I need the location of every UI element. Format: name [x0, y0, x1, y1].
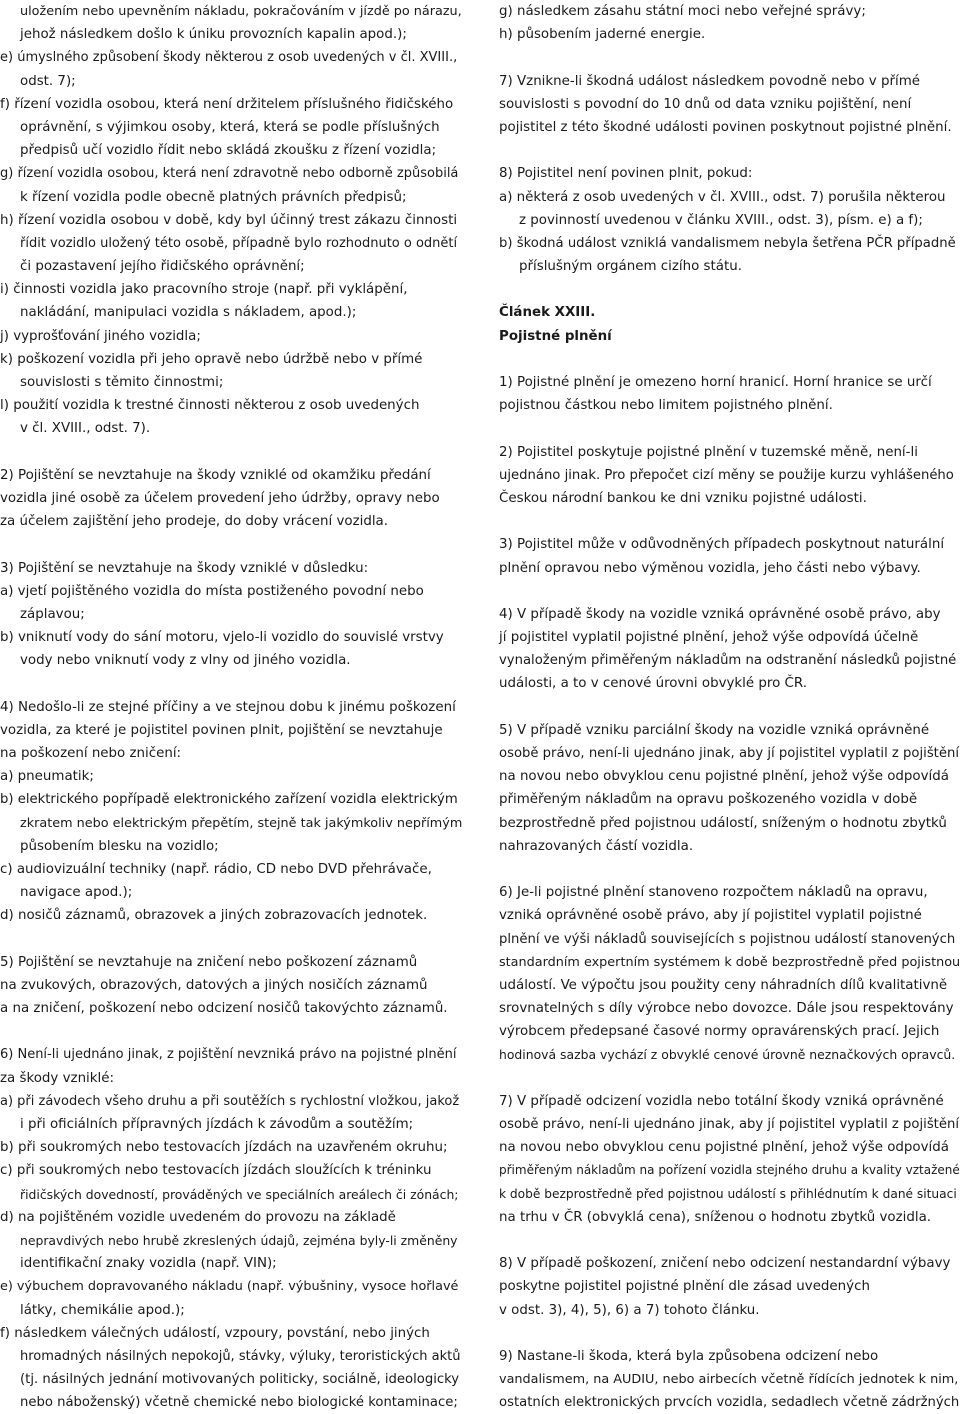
text-line: b) vniknutí vody do sání motoru, vjelo-li vozidlo do souvislé vrstvy	[0, 630, 444, 646]
text-line: 3) Pojistitel může v odůvodněných případech poskytnout naturální	[499, 537, 945, 553]
text-line: na trhu v ČR (obvyklá cena), sníženou o hodnotu zbytků vozidla.	[499, 1209, 932, 1225]
text-line: 6) Je-li pojistné plnění stanoveno rozpočtem nákladů na opravu,	[499, 885, 928, 901]
text-line: plnění ve výši nákladů souvisejících s pojistnou událostí stanovených	[499, 931, 956, 947]
text-line: k řízení vozidla podle obecně platných právních předpisů;	[20, 189, 407, 205]
text-line: přiměřeným nákladům na opravu poškozeného vozidla v době	[499, 792, 918, 808]
text-line: c) při soukromých nebo testovacích jízdách sloužících k tréninku	[0, 1163, 432, 1179]
text-line: i) činnosti vozidla jako pracovního stroje (např. při vyklápění,	[0, 282, 408, 298]
text-line: vozidla, za které je pojistitel povinen plnit, pojištění se nevztahuje	[0, 722, 443, 738]
text-line: oprávnění, s výjimkou osoby, která, která se podle příslušných	[20, 119, 440, 135]
text-line: 7) Vznikne-li škodná událost následkem povodně nebo v přímé	[499, 73, 920, 89]
paragraph-spacer	[0, 441, 462, 464]
text-line: g) řízení vozidla osobou, která není zdravotně nebo odborně způsobilá	[0, 166, 459, 182]
article-heading: Článek XXIII.	[499, 305, 596, 321]
text-line: 6) Není-li ujednáno jinak, z pojištění nevzniká právo na pojistné plnění	[0, 1047, 457, 1063]
text-line: standardním expertním systémem k době bezprostředně před pojistnou	[499, 954, 960, 970]
text-line: k) poškození vozidla při jeho opravě nebo údržbě nebo v přímé	[0, 351, 423, 367]
text-line: pojistitel z této škodné události povinen poskytnout pojistné plnění.	[499, 119, 952, 135]
paragraph-spacer	[0, 1020, 462, 1043]
text-line: a) při závodech všeho druhu a při soutěžích s rychlostní vložkou, jakož	[0, 1093, 460, 1109]
text-line: osobě právo, není-li ujednáno jinak, aby jí pojistitel vyplatil z pojištění	[499, 1117, 959, 1132]
text-line: řidičských dovedností, prováděných ve speciálních areálech či zónách;	[20, 1186, 459, 1202]
text-line: hromadných násilných nepokojů, stávky, výluky, teroristických aktů	[20, 1348, 461, 1364]
text-line: a) vjetí pojištěného vozidla do místa postiženého povodní nebo	[0, 583, 424, 599]
text-line: 5) V případě vzniku parciální škody na vozidle vzniká oprávněné	[499, 722, 930, 738]
text-line: záplavou;	[20, 606, 85, 622]
text-line: nepravdivých nebo hrubě zkreslených údajů, zejména byly-li změněny	[20, 1232, 458, 1248]
text-line: na novou nebo obvyklou cenu pojistné plnění, jehož výše odpovídá	[499, 1140, 949, 1156]
text-line: za škody vzniklé:	[0, 1070, 115, 1086]
text-line: vandalismem, na AUDIU, nebo airbecích včetně řídících jednotek k nim,	[499, 1372, 959, 1388]
text-line: působením blesku na vozidlo;	[20, 838, 219, 854]
paragraph-spacer	[499, 1067, 960, 1090]
text-line: vynaloženým přiměřeným nákladům na odstranění následků pojistné	[499, 653, 957, 669]
text-line: předpisů učí vozidlo řídit nebo skládá zkoušku z řízení vozidla;	[20, 143, 437, 159]
text-line: jehož následkem došlo k úniku provozních kapalin apod.);	[20, 27, 407, 43]
text-line: na zvukových, obrazových, datových a jiných nosičích záznamů	[0, 977, 428, 993]
paragraph-spacer	[499, 1229, 960, 1252]
text-line: l) použití vozidla k trestné činnosti některou z osob uvedených	[0, 398, 420, 414]
text-line: plnění opravou nebo výměnou vozidla, jeho části nebo výbavy.	[499, 560, 921, 576]
text-line: jí pojistitel vyplatil pojistné plnění, jehož výše odpovídá účelně	[499, 630, 919, 646]
text-line: vody nebo vniknutí vody z vlny od jiného vozidla.	[20, 653, 351, 669]
text-line: na novou nebo obvyklou cenu pojistné plnění, jehož výše odpovídá	[499, 769, 949, 785]
paragraph-spacer	[499, 417, 960, 440]
text-line: Českou národní bankou ke dni vzniku pojistné události.	[499, 490, 867, 506]
text-line: pojistnou částkou nebo limitem pojistného plnění.	[499, 398, 833, 414]
text-line: f) řízení vozidla osobou, která není držitelem příslušného řidičského	[0, 96, 454, 112]
text-line: a) některá z osob uvedených v čl. XVIII., odst. 7) porušila některou	[499, 189, 946, 205]
text-line: 8) V případě poškození, zničení nebo odcizení nestandardní výbavy	[499, 1256, 951, 1272]
text-line: i při oficiálních přípravných jízdách k závodům a soutěžím;	[20, 1117, 414, 1132]
text-line: navigace apod.);	[20, 885, 133, 901]
text-line: souvislosti s těmito činnostmi;	[20, 375, 224, 390]
paragraph-spacer	[499, 510, 960, 533]
text-line: 4) V případě škody na vozidle vzniká oprávněné osobě právo, aby	[499, 606, 941, 622]
paragraph-spacer	[0, 928, 462, 951]
text-line: 2) Pojištění se nevztahuje na škody vzniklé od okamžiku předání	[0, 467, 431, 483]
paragraph-spacer	[499, 46, 960, 69]
text-line: zkratem nebo elektrickým přepětím, stejně tak jakýmkoliv nepřímým	[20, 815, 463, 831]
right-column	[499, 0, 960, 1414]
text-line: událostí. Ve výpočtu jsou použity ceny náhradních dílů kvalitativně	[499, 977, 948, 993]
text-line: b) elektrického popřípadě elektronického zařízení vozidla elektrickým	[0, 792, 458, 808]
text-line: (tj. násilných jednání motivovaných politicky, sociálně, ideologicky	[20, 1372, 460, 1388]
text-line: g) následkem zásahu státní moci nebo veřejné správy;	[499, 4, 866, 19]
text-line: b) škodná událost vzniklá vandalismem nebyla šetřena PČR případně	[499, 235, 956, 251]
text-line: e) úmyslného způsobení škody některou z osob uvedených v čl. XVIII.,	[0, 50, 458, 66]
text-line: látky, chemikálie apod.);	[20, 1302, 185, 1318]
text-line: identifikační znaky vozidla (např. VIN);	[20, 1256, 277, 1272]
text-line: přiměřeným nákladům na pořízení vozidla stejného druhu a kvality vztažené	[499, 1163, 960, 1178]
text-line: srovnatelných s díly výrobce nebo dovozce. Dále jsou respektovány	[499, 1001, 954, 1017]
text-line: nakládání, manipulaci vozidla s nákladem, apod.);	[20, 305, 357, 321]
text-line: nahrazovaných částí vozidla.	[499, 838, 694, 854]
paragraph-spacer	[499, 1322, 960, 1345]
text-line: 9) Nastane-li škoda, která byla způsobena odcizení nebo	[499, 1348, 879, 1364]
text-line: a) pneumatik;	[0, 769, 94, 785]
text-line: na poškození nebo zničení:	[0, 746, 182, 761]
text-line: hodinová sazba vychází z obvyklé cenové úrovně neznačkových opravců.	[499, 1047, 956, 1063]
text-line: události, a to v cenové úrovni obvyklé pro ČR.	[499, 676, 807, 692]
text-line: h) působením jaderné energie.	[499, 27, 706, 43]
text-line: h) řízení vozidla osobou v době, kdy byl účinný trest zákazu činnosti	[0, 212, 458, 228]
text-line: osobě právo, není-li ujednáno jinak, aby jí pojistitel vyplatil z pojištění	[499, 746, 959, 761]
text-line: d) nosičů záznamů, obrazovek a jiných zobrazovacích jednotek.	[0, 908, 428, 924]
text-line: 1) Pojistné plnění je omezeno horní hranicí. Horní hranice se určí	[499, 375, 932, 390]
paragraph-spacer	[499, 348, 960, 371]
text-line: 3) Pojištění se nevztahuje na škody vzniklé v důsledku:	[0, 560, 369, 576]
text-line: uložením nebo upevněním nákladu, pokračováním v jízdě po nárazu,	[20, 4, 462, 19]
text-line: výrobcem předepsané časové normy opravárenských prací. Jejich	[499, 1024, 940, 1040]
text-line: v čl. XVIII., odst. 7).	[20, 421, 151, 437]
text-line: k době bezprostředně před pojistnou událostí s přihlédnutím k dané situaci	[499, 1186, 957, 1201]
text-line: 2) Pojistitel poskytuje pojistné plnění v tuzemské měně, není-li	[499, 444, 918, 460]
text-line: příslušným orgánem cizího státu.	[519, 259, 742, 275]
text-line: odst. 7);	[20, 73, 76, 89]
article-heading: Pojistné plnění	[499, 328, 612, 344]
text-line: vzniká oprávněné osobě právo, aby jí pojistitel vyplatil pojistné	[499, 908, 922, 924]
text-line: v odst. 3), 4), 5), 6) a 7) tohoto článku.	[499, 1302, 760, 1318]
text-line: 7) V případě odcizení vozidla nebo totální škody vzniká oprávněné	[499, 1093, 944, 1109]
text-line: 4) Nedošlo-li ze stejné příčiny a ve stejnou dobu k jinému poškození	[0, 699, 456, 715]
paragraph-spacer	[499, 696, 960, 719]
text-line: nebo náboženský) včetně chemické nebo biologické kontaminace;	[20, 1395, 458, 1411]
text-line: 8) Pojistitel není povinen plnit, pokud:	[499, 166, 753, 182]
text-line: za účelem zajištění jeho prodeje, do doby vrácení vozidla.	[0, 514, 389, 530]
text-line: řídit vozidlo uložený této osobě, případně bylo rozhodnuto o odnětí	[20, 235, 458, 251]
text-line: vozidla jiné osobě za účelem provedení jeho údržby, opravy nebo	[0, 490, 440, 506]
text-line: či pozastavení jejího řidičského oprávnění;	[20, 259, 305, 275]
text-line: j) vyprošťování jiného vozidla;	[0, 328, 201, 344]
left-column	[0, 0, 462, 1414]
text-line: z povinností uvedenou v článku XVIII., odst. 3), písm. e) a f);	[519, 212, 923, 228]
paragraph-spacer	[0, 533, 462, 556]
text-line: e) výbuchem dopravovaného nákladu (např. výbušniny, vysoce hořlavé	[0, 1279, 459, 1295]
text-line: a na zničení, poškození nebo odcizení nosičů takovýchto záznamů.	[0, 1001, 448, 1017]
text-line: bezprostředně před pojistnou událostí, sníženým o hodnotu zbytků	[499, 815, 947, 831]
text-line: poskytne pojistitel pojistné plnění dle zásad uvedených	[499, 1279, 870, 1295]
text-line: ujednáno jinak. Pro přepočet cizí měny se použije kurzu vyhlášeného	[499, 467, 954, 483]
paragraph-spacer	[0, 672, 462, 695]
text-line: f) následkem válečných událostí, vzpoury, povstání, nebo jiných	[0, 1325, 430, 1341]
text-line: ostatních elektronických prvcích vozidla, sedadlech včetně zádržných	[499, 1395, 960, 1411]
text-line: souvislosti s povodní do 10 dnů od data vzniku pojištění, není	[499, 96, 912, 112]
paragraph-spacer	[499, 580, 960, 603]
text-line: b) při soukromých nebo testovacích jízdách na uzavřeném okruhu;	[0, 1140, 448, 1156]
text-line: 5) Pojištění se nevztahuje na zničení nebo poškození záznamů	[0, 954, 418, 970]
paragraph-spacer	[499, 278, 960, 301]
paragraph-spacer	[499, 139, 960, 162]
paragraph-spacer	[499, 858, 960, 881]
text-line: d) na pojištěném vozidle uvedeném do provozu na základě	[0, 1209, 396, 1225]
text-line: c) audiovizuální techniky (např. rádio, CD nebo DVD přehrávače,	[0, 861, 432, 877]
